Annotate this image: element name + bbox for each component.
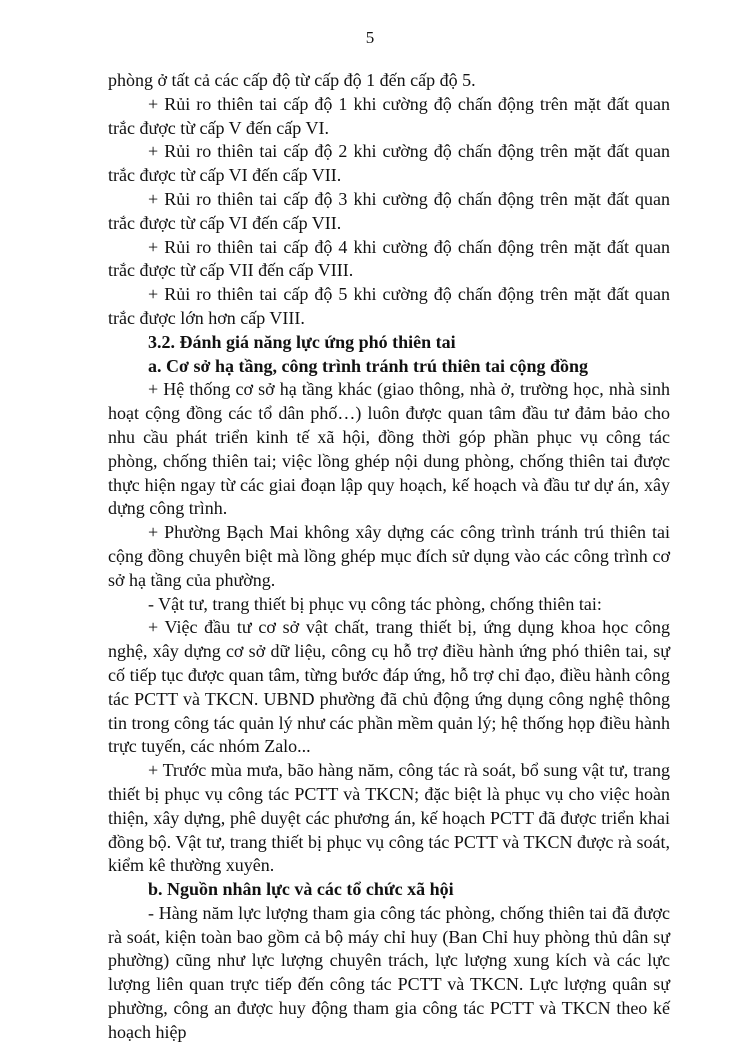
subsection-heading-b: b. Nguồn nhân lực và các tổ chức xã hội xyxy=(148,879,454,900)
risk-level-4-item: + Rủi ro thiên tai cấp độ 4 khi cường độ chấn động trên mặt đất quan trắc được từ cấp VII đến cấp VIII. xyxy=(108,236,670,281)
infrastructure-paragraph: + Hệ thống cơ sở hạ tầng khác (giao thông, nhà ở, trường học, nhà sinh hoạt cộng đồng các tổ dân phố…) luôn được quan tâm đầu tư đảm bảo cho nhu cầu phát triển kinh tế xã hội, đồng thời góp phần phục vụ công tác phòng, chống thiên tai; việc lồng ghép nội dung phòng, chống thiên tai được thực hiện ngay từ các giai đoạn lập quy hoạch, kế hoạch và đầu tư dự án, xây dựng công trình. xyxy=(108,379,670,519)
seasonal-review-paragraph: + Trước mùa mưa, bão hàng năm, công tác rà soát, bổ sung vật tư, trang thiết bị phục vụ công tác PCTT và TKCN; đặc biệt là phục vụ cho việc hoàn thiện, xây dựng, phê duyệt các phương án, kế hoạch PCTT đã được triển khai đồng bộ. Vật tư, trang thiết bị phục vụ công tác PCTT và TKCN được rà soát, kiểm kê thường xuyên. xyxy=(108,760,670,876)
shelter-paragraph: + Phường Bạch Mai không xây dựng các công trình tránh trú thiên tai cộng đồng chuyên biệt mà lồng ghép mục đích sử dụng vào các công trình cơ sở hạ tầng của phường. xyxy=(108,522,670,590)
risk-level-1-item: + Rủi ro thiên tai cấp độ 1 khi cường độ chấn động trên mặt đất quan trắc được từ cấp V đến cấp VI. xyxy=(108,93,670,138)
risk-level-2-item: + Rủi ro thiên tai cấp độ 2 khi cường độ chấn động trên mặt đất quan trắc được từ cấp VI đến cấp VII. xyxy=(108,141,670,186)
equipment-intro: - Vật tư, trang thiết bị phục vụ công tác phòng, chống thiên tai: xyxy=(148,593,602,614)
document-body xyxy=(108,69,670,1045)
paragraph-continuation: phòng ở tất cả các cấp độ từ cấp độ 1 đến cấp độ 5. xyxy=(108,70,476,90)
risk-level-5-item: + Rủi ro thiên tai cấp độ 5 khi cường độ chấn động trên mặt đất quan trắc được lớn hơn cấp VIII. xyxy=(108,284,670,328)
human-resources-paragraph: - Hàng năm lực lượng tham gia công tác phòng, chống thiên tai đã được rà soát, kiện toàn bao gồm cả bộ máy chỉ huy (Ban Chỉ huy phòng thủ dân sự phường) cũng như lực lượng chuyên trách, lực lượng xung kích và các lực lượng liên quan trực tiếp đến công tác PCTT và TKCN. Lực lượng quân sự phường, công an được huy động tham gia công tác PCTT và TKCN theo kế hoạch hiệp xyxy=(108,902,670,1042)
page-number: 5 xyxy=(365,28,375,47)
risk-level-3-item: + Rủi ro thiên tai cấp độ 3 khi cường độ chấn động trên mặt đất quan trắc được từ cấp VI đến cấp VII. xyxy=(108,188,670,233)
technology-paragraph: + Việc đầu tư cơ sở vật chất, trang thiết bị, ứng dụng khoa học công nghệ, xây dựng cơ sở dữ liệu, công cụ hỗ trợ điều hành ứng phó thiên tai, sự cố tiếp tục được quan tâm, từng bước đáp ứng, hỗ trợ chỉ đạo, điều hành công tác PCTT và TKCN. UBND phường đã chủ động ứng dụng công nghệ thông tin trong công tác quản lý như các phần mềm quản lý; hệ thống họp điều hành trực tuyến, các nhóm Zalo... xyxy=(108,617,670,757)
subsection-heading-a: a. Cơ sở hạ tầng, công trình tránh trú thiên tai cộng đồng xyxy=(148,355,588,376)
section-heading-3-2: 3.2. Đánh giá năng lực ứng phó thiên tai xyxy=(148,331,456,352)
